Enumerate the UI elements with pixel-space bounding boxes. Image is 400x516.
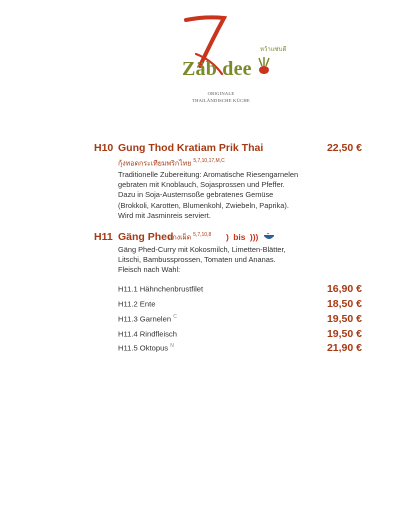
chili-icon: ) bbox=[226, 232, 229, 242]
spicy-text: bis bbox=[233, 232, 246, 242]
option-price: 16,90 € bbox=[326, 283, 362, 295]
description-line: (Brokkoli, Karotten, Blumenkohl, Zwiebeln, Paprika). bbox=[118, 200, 289, 210]
option-allergen: N bbox=[170, 343, 174, 349]
description-line: gebraten mit Knoblauch, Sojasprossen und Pfeffer. bbox=[118, 180, 285, 190]
option-label bbox=[118, 299, 155, 309]
option-price: 19,50 € bbox=[326, 328, 362, 340]
option-text: H11.2 Ente bbox=[118, 299, 156, 309]
spiciness-indicator bbox=[226, 232, 275, 242]
item-name: Gäng Phed bbox=[118, 231, 174, 243]
option-price: 21,90 € bbox=[326, 342, 362, 354]
option-row bbox=[118, 314, 362, 328]
option-label bbox=[118, 329, 177, 339]
option-label bbox=[118, 343, 174, 353]
description-line: Dazu in Soja-Austernsoße gebratenes Gemüse bbox=[118, 190, 274, 200]
option-row bbox=[118, 343, 362, 357]
curry-bowl-icon bbox=[263, 233, 275, 242]
option-label bbox=[118, 284, 203, 294]
option-price: 18,50 € bbox=[326, 298, 362, 310]
option-text: H11.4 Rindfleisch bbox=[118, 329, 177, 339]
logo-tagline-1: ORIGINALE bbox=[207, 91, 235, 96]
logo-tagline-2: THAILÄNDISCHE KÜCHE bbox=[192, 98, 250, 103]
description-line: Wird mit Jasminreis serviert. bbox=[118, 210, 211, 220]
allergen-codes: 5,7,10,17,M,C bbox=[193, 158, 225, 164]
item-price: 22,50 € bbox=[326, 142, 362, 154]
description-line: Gäng Phed-Curry mit Kokosmilch, Limetten-Blätter, bbox=[118, 245, 286, 254]
item-name: Gung Thod Kratiam Prik Thai bbox=[118, 142, 264, 154]
item-description bbox=[118, 245, 286, 276]
description-line: Litschi, Bambussprossen, Tomaten und Ananas. bbox=[118, 255, 276, 265]
logo-thai-text: หว้าแซ่บดี bbox=[260, 47, 287, 53]
restaurant-logo bbox=[176, 14, 286, 104]
logo-wordmark: Zäb dee bbox=[182, 58, 252, 80]
option-label bbox=[118, 314, 177, 324]
option-row bbox=[118, 329, 362, 343]
option-row bbox=[118, 284, 362, 298]
chili-icon: ))) bbox=[249, 232, 259, 242]
option-row bbox=[118, 299, 362, 313]
thai-text: แกงเผ็ด bbox=[168, 234, 192, 242]
option-allergen: C bbox=[173, 314, 177, 320]
item-thai-name bbox=[118, 158, 225, 169]
item-code: H10 bbox=[94, 142, 114, 154]
allergen-codes: 5,7,10,8 bbox=[193, 232, 212, 238]
option-text: H11.5 Oktopus bbox=[118, 343, 169, 353]
option-price: 19,50 € bbox=[326, 313, 362, 325]
item-thai-name bbox=[168, 232, 211, 243]
description-line: Traditionelle Zubereitung: Aromatische Riesengarnelen bbox=[118, 170, 299, 179]
option-text: H11.1 Hähnchenbrustfilet bbox=[118, 284, 204, 294]
description-line: Fleisch nach Wahl: bbox=[118, 265, 181, 275]
item-code: H11 bbox=[94, 231, 113, 243]
thai-text: กุ้งทอดกระเทียมพริกไทย bbox=[118, 160, 192, 168]
option-text: H11.3 Garnelen bbox=[118, 314, 172, 324]
item-description bbox=[118, 170, 298, 221]
